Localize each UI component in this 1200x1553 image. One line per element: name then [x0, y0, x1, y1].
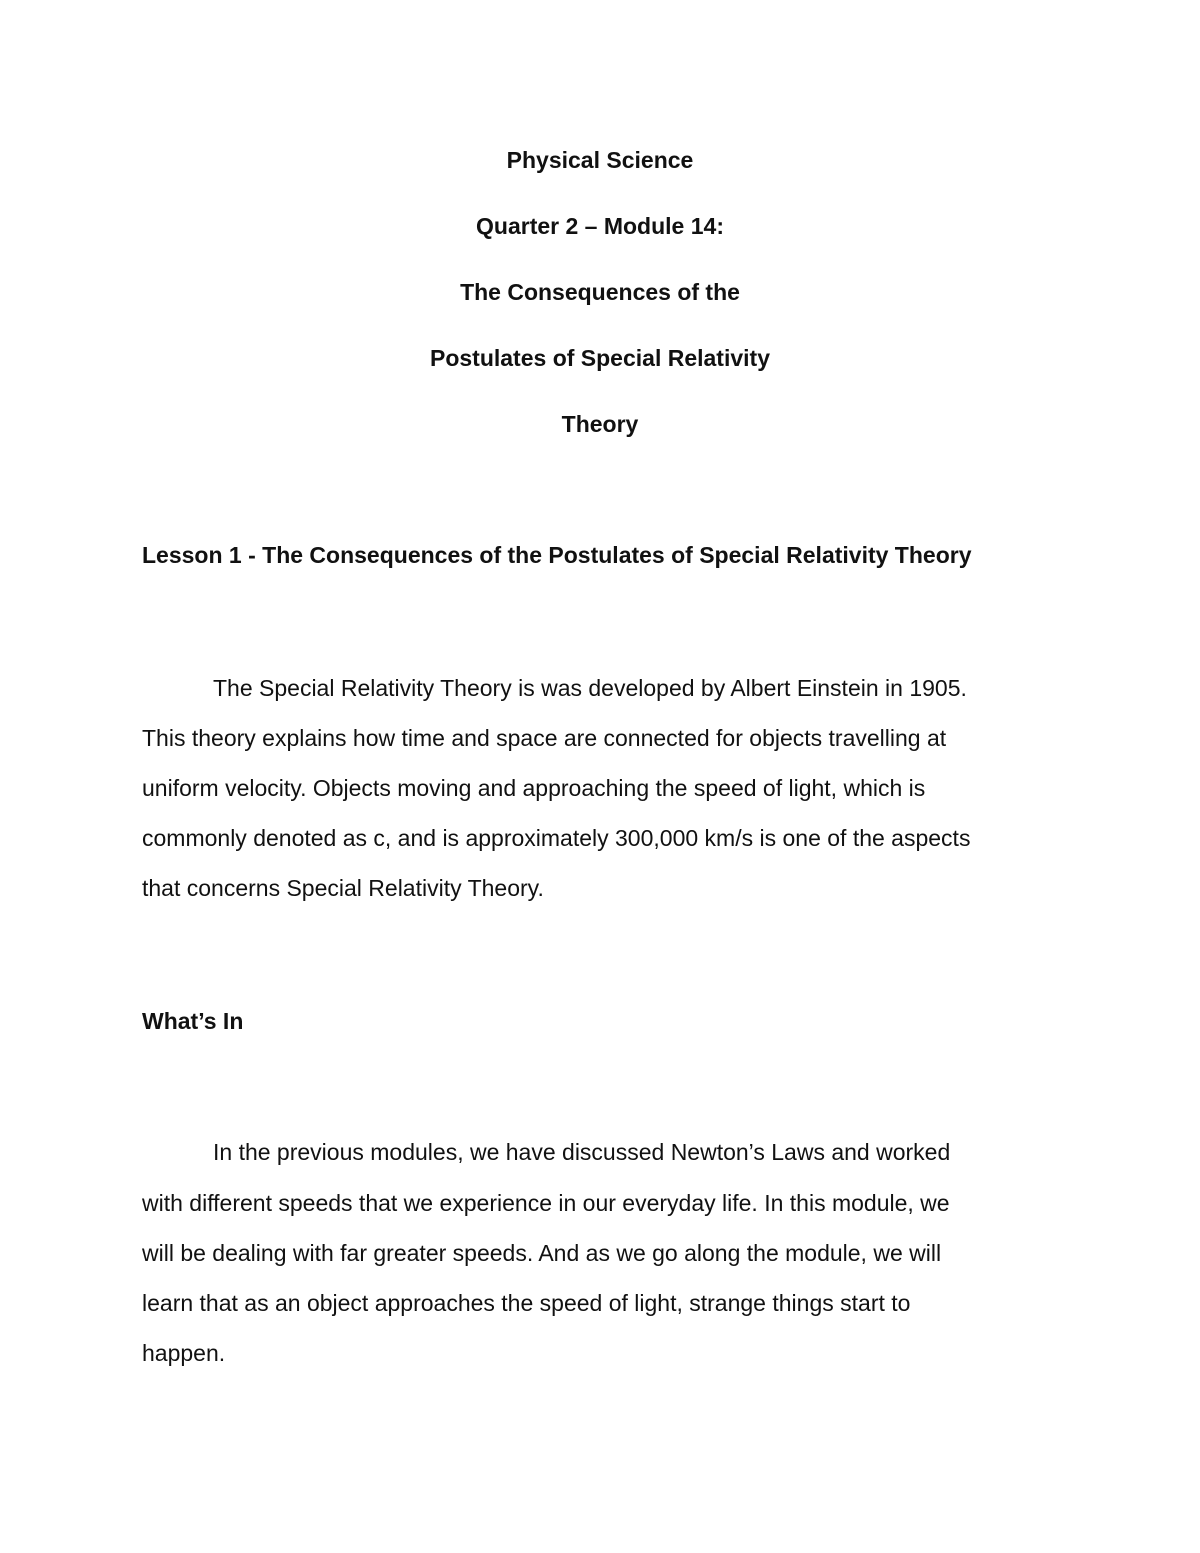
paragraph-line: that concerns Special Relativity Theory. — [142, 875, 544, 901]
paragraph-line: happen. — [142, 1340, 226, 1366]
paragraph-line: will be dealing with far greater speeds. And as we go along the module, we will — [142, 1240, 942, 1266]
paragraph-line: with different speeds that we experience in our everyday life. In this module, we — [142, 1190, 950, 1216]
topic-title-line-1: The Consequences of the — [460, 279, 740, 305]
paragraph-line: The Special Relativity Theory is was developed by Albert Einstein in 1905. — [213, 675, 967, 701]
paragraph-line: commonly denoted as c, and is approximately 300,000 km/s is one of the aspects — [142, 825, 971, 851]
section-heading-whats-in: What’s In — [142, 1008, 244, 1034]
paragraph-line: uniform velocity. Objects moving and approaching the speed of light, which is — [142, 775, 926, 801]
lesson-heading: Lesson 1 - The Consequences of the Postulates of Special Relativity Theory — [142, 542, 972, 568]
module-title: Quarter 2 – Module 14: — [476, 213, 724, 239]
topic-title-line-2: Postulates of Special Relativity — [429, 345, 770, 371]
subject-title: Physical Science — [506, 147, 694, 173]
paragraph-line: This theory explains how time and space are connected for objects travelling at — [142, 725, 947, 751]
topic-title-line-3: Theory — [561, 411, 639, 437]
paragraph-line: In the previous modules, we have discussed Newton’s Laws and worked — [213, 1139, 951, 1165]
paragraph-line: learn that as an object approaches the speed of light, strange things start to — [142, 1290, 911, 1316]
